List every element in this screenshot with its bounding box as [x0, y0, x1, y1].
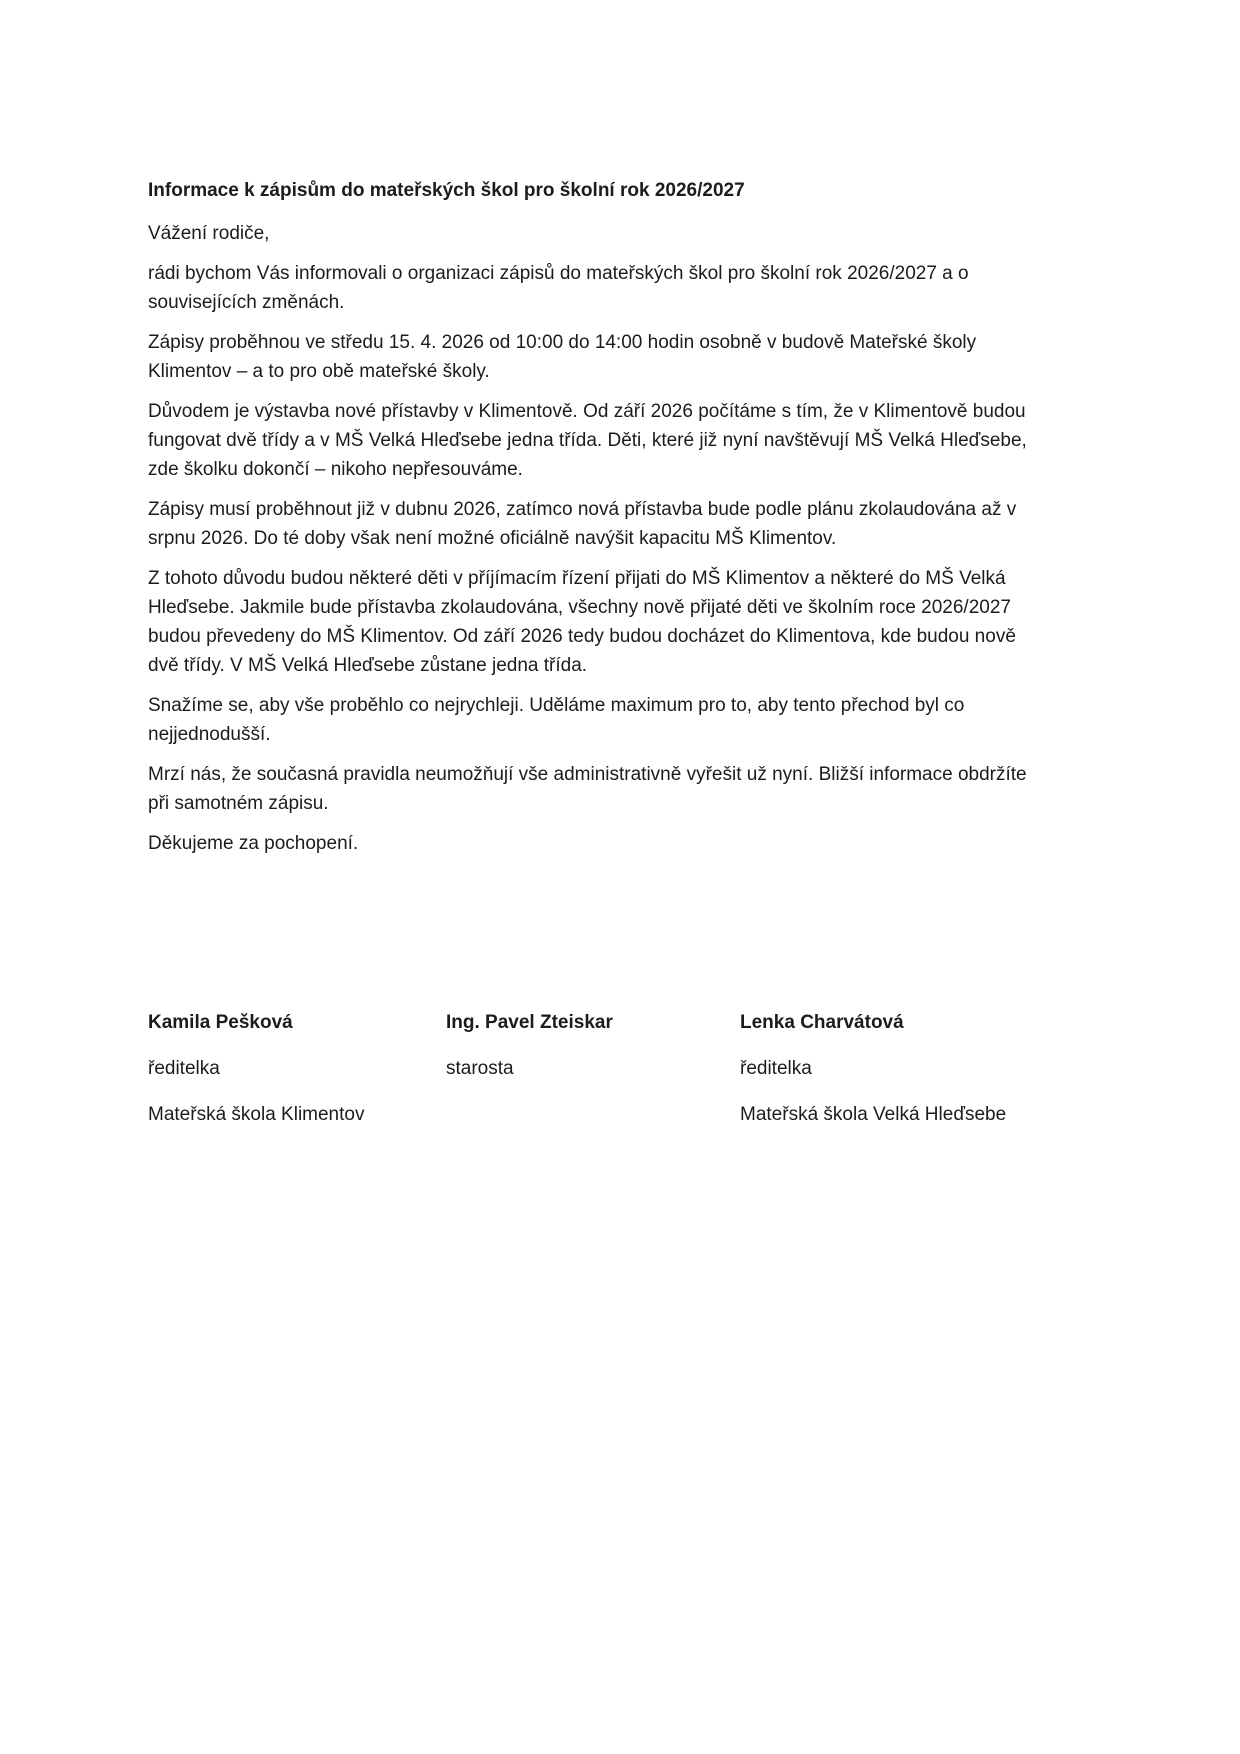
signature-block — [148, 1008, 1048, 1146]
signature-column-3 — [740, 1008, 1048, 1146]
signature-column-1 — [148, 1008, 446, 1146]
closing: Děkujeme za pochopení. — [148, 833, 359, 854]
signatory-role: ředitelka — [148, 1058, 220, 1079]
signatory-organization: Mateřská škola Velká Hleďsebe — [740, 1104, 1007, 1125]
signature-column-2 — [446, 1008, 740, 1146]
paragraph-placement: Z tohoto důvodu budou některé děti v příjímacím řízení přijati do MŠ Klimentov a některé do MŠ Velká Hleďsebe. Jakmile bude přístavba zkolaudována, všechny nově přijaté děti ve školním roce 2026/2027 budou převedeny do MŠ Klimentov. Od září 2026 tedy budou docházet do Klimentova, kde budou nově dvě třídy. V MŠ Velká Hleďsebe zůstane jedna třída. — [148, 568, 1016, 676]
signatory-name: Kamila Pešková — [148, 1012, 293, 1033]
paragraph-reason: Důvodem je výstavba nové přístavby v Klimentově. Od září 2026 počítáme s tím, že v Klimentově budou fungovat dvě třídy a v MŠ Velká Hleďsebe jedna třída. Děti, které již nyní navštěvují MŠ Velká Hleďsebe, zde školku dokončí – nikoho nepřesouváme. — [148, 401, 1027, 480]
salutation: Vážení rodiče, — [148, 223, 270, 244]
letter-content — [148, 176, 1048, 1146]
signatory-name: Lenka Charvátová — [740, 1012, 904, 1033]
paragraph-effort: Snažíme se, aby vše proběhlo co nejrychleji. Uděláme maximum pro to, aby tento přechod byl co nejjednodušší. — [148, 695, 965, 745]
signatory-role: ředitelka — [740, 1058, 812, 1079]
paragraph-intro: rádi bychom Vás informovali o organizaci zápisů do mateřských škol pro školní rok 2026/2027 a o souvisejících změnách. — [148, 263, 969, 313]
signatory-name: Ing. Pavel Zteiskar — [446, 1012, 613, 1033]
letter-title: Informace k zápisům do mateřských škol pro školní rok 2026/2027 — [148, 180, 745, 201]
paragraph-enrollment-date: Zápisy proběhnou ve středu 15. 4. 2026 od 10:00 do 14:00 hodin osobně v budově Mateřské školy Klimentov – a to pro obě mateřské školy. — [148, 332, 977, 382]
paragraph-timing: Zápisy musí proběhnout již v dubnu 2026, zatímco nová přístavba bude podle plánu zkolaudována až v srpnu 2026. Do té doby však není možné oficiálně navýšit kapacitu MŠ Klimentov. — [148, 499, 1017, 549]
signatory-organization: Mateřská škola Klimentov — [148, 1104, 365, 1125]
signatory-role: starosta — [446, 1058, 514, 1079]
paragraph-apology: Mrzí nás, že současná pravidla neumožňují vše administrativně vyřešit už nyní. Bližší informace obdržíte při samotném zápisu. — [148, 764, 1027, 814]
